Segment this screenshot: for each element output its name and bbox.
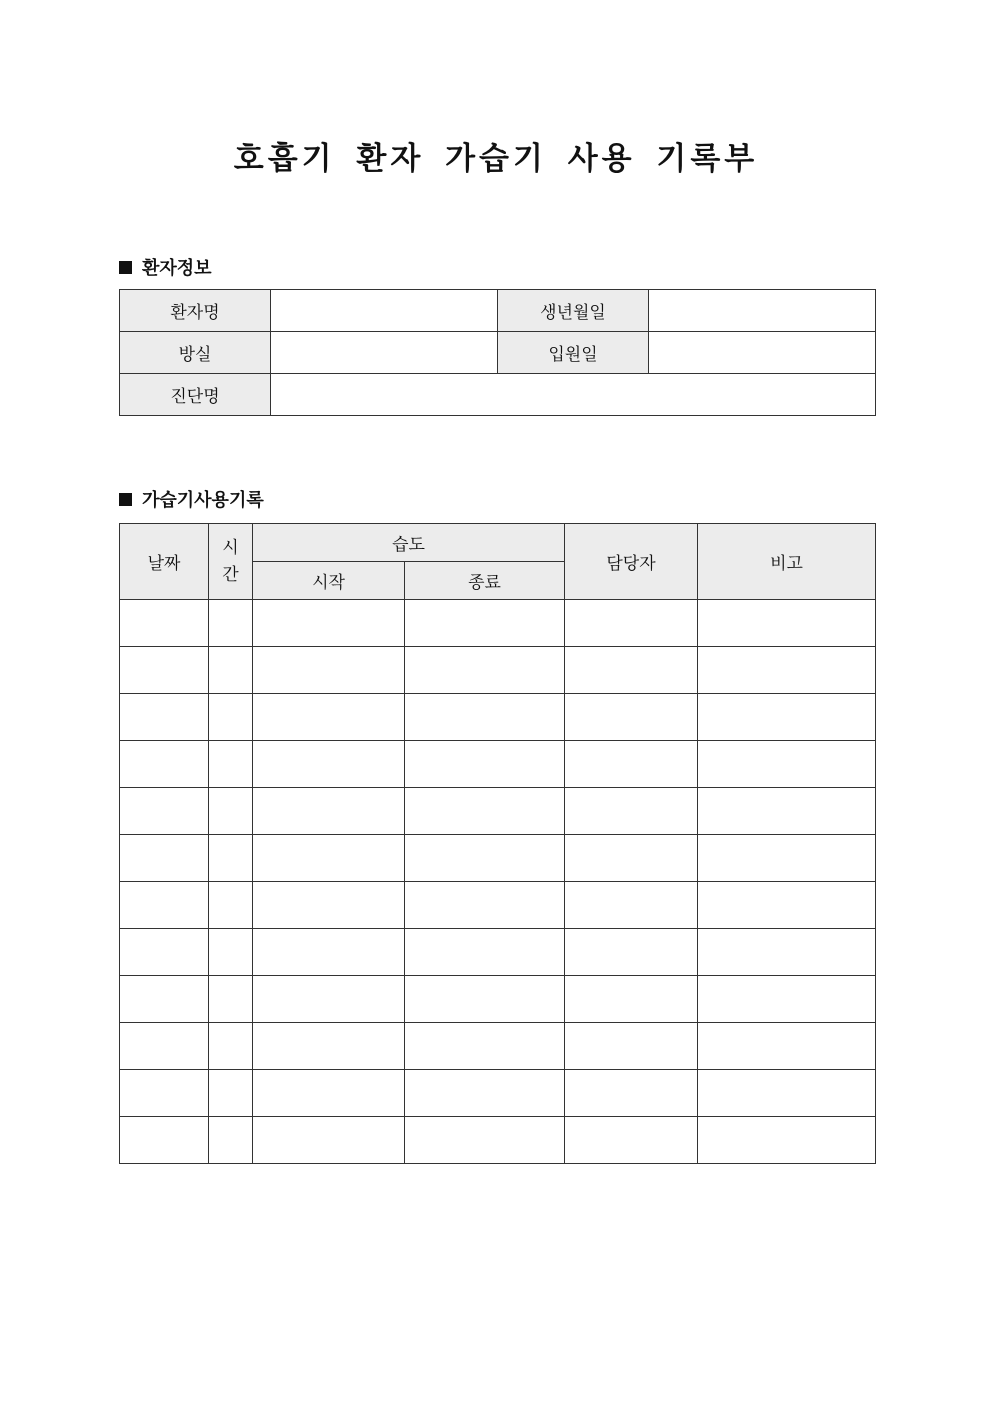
usage-log-heading xyxy=(119,486,264,512)
patient-name-label: 환자명 xyxy=(120,290,271,332)
humidity-start-cell[interactable] xyxy=(253,788,405,835)
date-cell[interactable] xyxy=(120,694,209,741)
time-cell[interactable] xyxy=(209,788,253,835)
time-cell[interactable] xyxy=(209,694,253,741)
humidity-end-cell[interactable] xyxy=(405,1023,565,1070)
remarks-cell[interactable] xyxy=(698,1070,876,1117)
time-cell[interactable] xyxy=(209,976,253,1023)
admission-date-label: 입원일 xyxy=(498,332,649,374)
remarks-cell[interactable] xyxy=(698,694,876,741)
humidity-end-header: 종료 xyxy=(405,562,565,600)
humidity-start-cell[interactable] xyxy=(253,647,405,694)
humidity-start-cell[interactable] xyxy=(253,835,405,882)
remarks-cell[interactable] xyxy=(698,976,876,1023)
date-header: 날짜 xyxy=(120,524,209,600)
patient-info-table xyxy=(119,289,876,416)
table-row xyxy=(120,1070,876,1117)
date-cell[interactable] xyxy=(120,647,209,694)
humidity-start-cell[interactable] xyxy=(253,882,405,929)
time-cell[interactable] xyxy=(209,647,253,694)
humidity-end-cell[interactable] xyxy=(405,788,565,835)
time-cell[interactable] xyxy=(209,600,253,647)
time-cell[interactable] xyxy=(209,741,253,788)
date-cell[interactable] xyxy=(120,835,209,882)
patient-info-row xyxy=(120,332,876,374)
humidity-end-cell[interactable] xyxy=(405,976,565,1023)
manager-cell[interactable] xyxy=(565,1117,698,1164)
humidity-start-cell[interactable] xyxy=(253,694,405,741)
usage-log-table xyxy=(119,523,876,1164)
remarks-cell[interactable] xyxy=(698,882,876,929)
remarks-cell[interactable] xyxy=(698,741,876,788)
time-cell[interactable] xyxy=(209,835,253,882)
table-row xyxy=(120,882,876,929)
table-row xyxy=(120,835,876,882)
humidity-start-cell[interactable] xyxy=(253,1023,405,1070)
table-row xyxy=(120,600,876,647)
manager-cell[interactable] xyxy=(565,694,698,741)
table-row xyxy=(120,929,876,976)
humidity-end-cell[interactable] xyxy=(405,694,565,741)
manager-header: 담당자 xyxy=(565,524,698,600)
manager-cell[interactable] xyxy=(565,976,698,1023)
date-cell[interactable] xyxy=(120,1117,209,1164)
humidity-start-cell[interactable] xyxy=(253,929,405,976)
table-row xyxy=(120,1023,876,1070)
patient-info-row xyxy=(120,374,876,416)
humidity-end-cell[interactable] xyxy=(405,741,565,788)
time-header-line2: 간 xyxy=(222,564,239,585)
humidity-start-cell[interactable] xyxy=(253,1070,405,1117)
diagnosis-label: 진단명 xyxy=(120,374,271,416)
manager-cell[interactable] xyxy=(565,1023,698,1070)
remarks-cell[interactable] xyxy=(698,1117,876,1164)
time-header-line1: 시 xyxy=(222,537,239,558)
square-bullet-icon xyxy=(119,261,132,274)
remarks-cell[interactable] xyxy=(698,647,876,694)
remarks-cell[interactable] xyxy=(698,1023,876,1070)
table-row xyxy=(120,1117,876,1164)
humidity-end-cell[interactable] xyxy=(405,1070,565,1117)
manager-cell[interactable] xyxy=(565,741,698,788)
square-bullet-icon xyxy=(119,493,132,506)
date-cell[interactable] xyxy=(120,600,209,647)
date-cell[interactable] xyxy=(120,976,209,1023)
remarks-cell[interactable] xyxy=(698,788,876,835)
humidity-start-cell[interactable] xyxy=(253,1117,405,1164)
humidity-end-cell[interactable] xyxy=(405,600,565,647)
humidity-end-cell[interactable] xyxy=(405,882,565,929)
date-cell[interactable] xyxy=(120,1023,209,1070)
humidity-start-header: 시작 xyxy=(253,562,405,600)
date-cell[interactable] xyxy=(120,788,209,835)
remarks-cell[interactable] xyxy=(698,929,876,976)
table-row xyxy=(120,741,876,788)
remarks-cell[interactable] xyxy=(698,600,876,647)
diagnosis-field[interactable] xyxy=(271,374,876,416)
room-label: 방실 xyxy=(120,332,271,374)
date-cell[interactable] xyxy=(120,1070,209,1117)
humidity-header: 습도 xyxy=(253,524,565,562)
table-row xyxy=(120,976,876,1023)
usage-log-header-row xyxy=(120,524,876,562)
time-cell[interactable] xyxy=(209,929,253,976)
date-cell[interactable] xyxy=(120,929,209,976)
manager-cell[interactable] xyxy=(565,882,698,929)
manager-cell[interactable] xyxy=(565,600,698,647)
page-title: 호흡기 환자 가습기 사용 기록부 xyxy=(233,141,759,177)
admission-date-field[interactable] xyxy=(649,332,876,374)
birth-date-field[interactable] xyxy=(649,290,876,332)
humidity-end-cell[interactable] xyxy=(405,1117,565,1164)
manager-cell[interactable] xyxy=(565,835,698,882)
date-cell[interactable] xyxy=(120,882,209,929)
table-row xyxy=(120,694,876,741)
manager-cell[interactable] xyxy=(565,1070,698,1117)
patient-name-field[interactable] xyxy=(271,290,498,332)
remarks-header: 비고 xyxy=(698,524,876,600)
humidity-end-cell[interactable] xyxy=(405,647,565,694)
humidity-end-cell[interactable] xyxy=(405,929,565,976)
patient-info-heading xyxy=(119,254,212,280)
birth-date-label: 생년월일 xyxy=(498,290,649,332)
patient-info-row xyxy=(120,290,876,332)
humidity-start-cell[interactable] xyxy=(253,741,405,788)
time-header xyxy=(209,524,253,600)
humidity-end-cell[interactable] xyxy=(405,835,565,882)
usage-log-heading-label: 가습기사용기록 xyxy=(142,490,264,511)
humidity-start-cell[interactable] xyxy=(253,976,405,1023)
manager-cell[interactable] xyxy=(565,788,698,835)
time-cell[interactable] xyxy=(209,1023,253,1070)
time-cell[interactable] xyxy=(209,1070,253,1117)
room-field[interactable] xyxy=(271,332,498,374)
time-cell[interactable] xyxy=(209,1117,253,1164)
date-cell[interactable] xyxy=(120,741,209,788)
table-row xyxy=(120,788,876,835)
patient-info-heading-label: 환자정보 xyxy=(142,258,212,279)
table-row xyxy=(120,647,876,694)
manager-cell[interactable] xyxy=(565,647,698,694)
humidity-start-cell[interactable] xyxy=(253,600,405,647)
remarks-cell[interactable] xyxy=(698,835,876,882)
manager-cell[interactable] xyxy=(565,929,698,976)
time-cell[interactable] xyxy=(209,882,253,929)
